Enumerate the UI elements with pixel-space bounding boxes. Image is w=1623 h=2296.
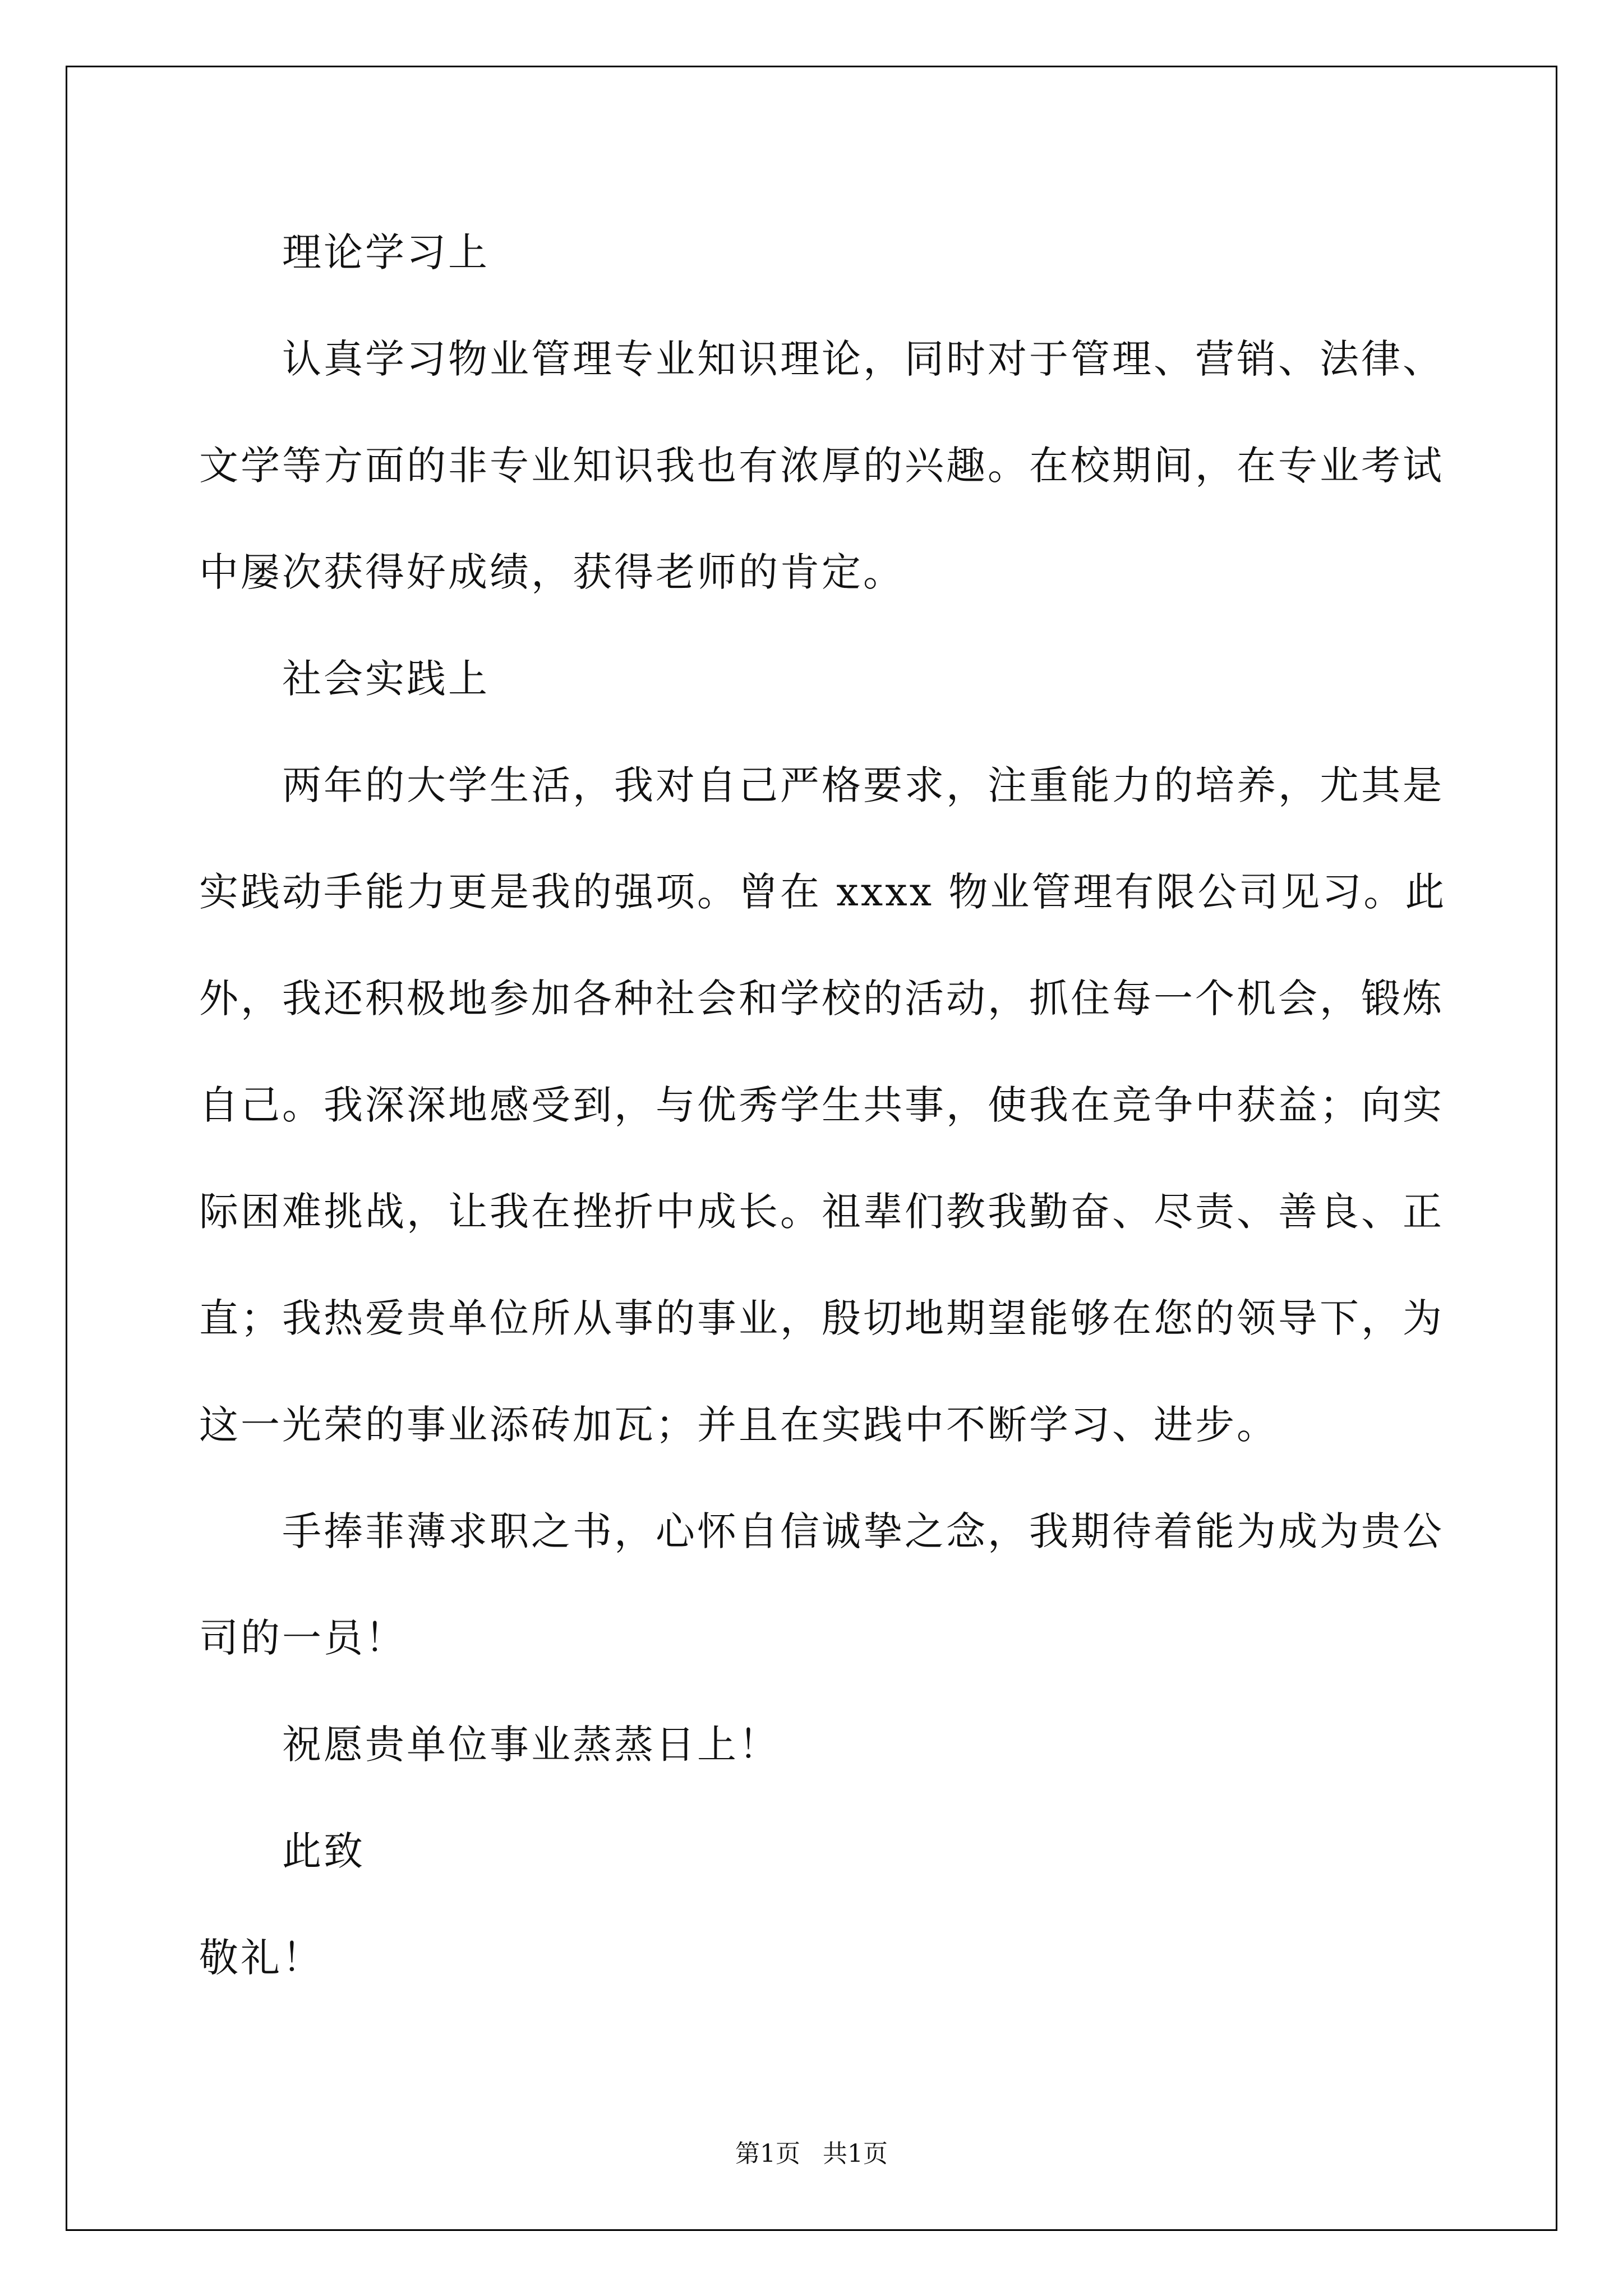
page-number-current: 第1页	[735, 2139, 800, 2168]
paragraph-theory-body: 认真学习物业管理专业知识理论，同时对于管理、营销、法律、文学等方面的非专业知识我也有浓厚的兴趣。在校期间，在专业考试中屡次获得好成绩，获得老师的肯定。	[199, 336, 1444, 595]
paragraph-salutation: 此致	[282, 1828, 365, 1874]
paragraph-theory-heading: 理论学习上	[282, 229, 490, 275]
page-number-total: 共1页	[823, 2139, 888, 2168]
paragraph-blessing: 祝愿贵单位事业蒸蒸日上！	[282, 1722, 780, 1768]
page-footer	[0, 2137, 1623, 2171]
paragraph-closing-wish: 手捧菲薄求职之书，心怀自信诚挚之念，我期待着能为成为贵公司的一员！	[199, 1508, 1444, 1661]
paragraph-regards: 敬礼！	[199, 1935, 324, 1981]
paragraph-practice-heading: 社会实践上	[282, 656, 490, 702]
paragraph-practice-body: 两年的大学生活，我对自己严格要求，注重能力的培养，尤其是实践动手能力更是我的强项。曾在 xxxx 物业管理有限公司见习。此外，我还积极地参加各种社会和学校的活动，抓住每一个机会，锻炼自己。我深深地感受到，与优秀学生共事，使我在竞争中获益；向实际困难挑战，让我在挫折中成长。祖辈们教我勤奋、尽责、善良、正直；我热爱贵单位所从事的事业，殷切地期望能够在您的领导下，为这一光荣的事业添砖加瓦；并且在实践中不断学习、进步。	[199, 762, 1447, 1448]
